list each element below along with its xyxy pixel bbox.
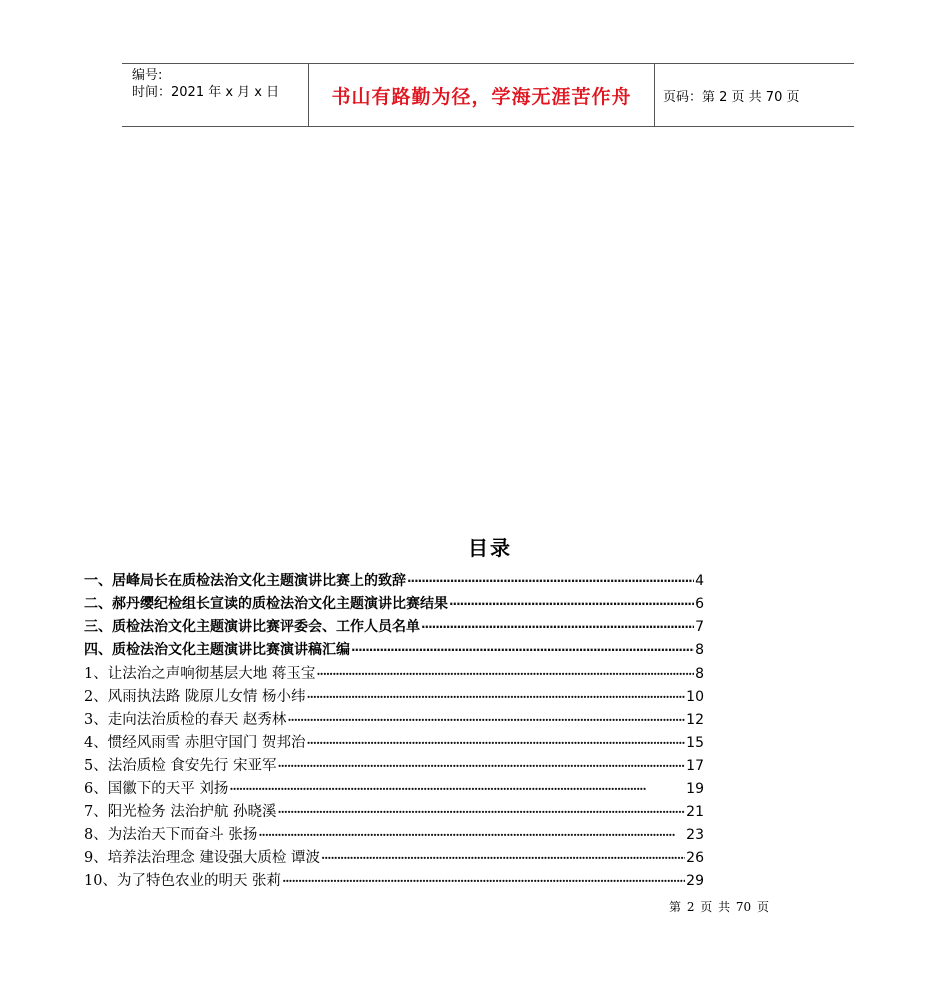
toc-entry-title: 9、培养法治理念 建设强大质检 谭波 (84, 850, 320, 866)
toc-leader-dots (277, 805, 685, 819)
toc-entry[interactable] (84, 800, 704, 823)
toc-title: 目录 (468, 536, 512, 560)
toc-entry-title: 一、居峰局长在质检法治文化主题演讲比赛上的致辞 (84, 573, 406, 589)
toc-entry[interactable] (84, 593, 704, 616)
page-header (122, 63, 854, 127)
toc-entry-page: 10 (686, 689, 704, 705)
toc-entry-page: 8 (695, 666, 704, 682)
toc-entry-page: 19 (686, 781, 704, 797)
header-divider (654, 64, 655, 126)
toc-entry-page: 6 (695, 596, 704, 612)
document-number-label: 编号: (132, 68, 163, 83)
toc-entry[interactable] (84, 869, 704, 892)
toc-entry-page: 4 (695, 573, 704, 589)
toc-entry-page: 7 (695, 619, 704, 635)
toc-entry-title: 3、走向法治质检的春天 赵秀林 (84, 712, 287, 728)
toc-entry[interactable] (84, 708, 704, 731)
toc-leader-dots (277, 759, 685, 773)
toc-leader-dots (258, 828, 685, 842)
toc-leader-dots (449, 597, 694, 611)
toc-entry-title: 4、惯经风雨雪 赤胆守国门 贺邦治 (84, 735, 306, 751)
page-footer: 第 2 页 共 70 页 (669, 900, 769, 914)
toc-entry-page: 23 (686, 827, 704, 843)
toc-leader-dots (316, 667, 694, 681)
toc-leader-dots (321, 851, 685, 865)
header-page-info: 页码：第 2 页 共 70 页 (663, 89, 800, 105)
toc-entry-page: 12 (686, 712, 704, 728)
toc-leader-dots (421, 620, 694, 634)
toc-entry-title: 7、阳光检务 法治护航 孙晓溪 (84, 804, 277, 820)
toc-leader-dots (351, 643, 694, 657)
toc-entry-page: 8 (695, 642, 704, 658)
toc-leader-dots (287, 713, 685, 727)
toc-entry[interactable] (84, 662, 704, 685)
toc-entry-title: 四、质检法治文化主题演讲比赛演讲稿汇编 (84, 642, 350, 658)
toc-entry-title: 5、法治质检 食安先行 宋亚军 (84, 758, 277, 774)
toc-entry-title: 6、国徽下的天平 刘扬 (84, 781, 229, 797)
toc-leader-dots (282, 874, 685, 888)
toc-entry-title: 10、为了特色农业的明天 张莉 (84, 873, 282, 889)
toc-entry-page: 15 (686, 735, 704, 751)
table-of-contents (84, 570, 704, 892)
toc-entry[interactable] (84, 639, 704, 662)
toc-leader-dots (306, 690, 685, 704)
toc-entry-page: 26 (686, 850, 704, 866)
document-date: 时间：2021 年 x 月 x 日 (132, 85, 280, 100)
toc-entry-title: 二、郝丹缨纪检组长宣读的质检法治文化主题演讲比赛结果 (84, 596, 448, 612)
toc-entry[interactable] (84, 823, 704, 846)
toc-entry[interactable] (84, 731, 704, 754)
toc-leader-dots (306, 736, 685, 750)
toc-entry[interactable] (84, 570, 704, 593)
toc-entry[interactable] (84, 846, 704, 869)
toc-entry-title: 三、质检法治文化主题演讲比赛评委会、工作人员名单 (84, 619, 420, 635)
toc-entry[interactable] (84, 616, 704, 639)
toc-entry-title: 1、让法治之声响彻基层大地 蒋玉宝 (84, 666, 316, 682)
toc-entry-title: 2、风雨执法路 陇原儿女情 杨小纬 (84, 689, 306, 705)
toc-entry[interactable] (84, 685, 704, 708)
toc-entry-page: 29 (686, 873, 704, 889)
toc-leader-dots (229, 782, 685, 796)
toc-leader-dots (407, 574, 694, 588)
toc-entry-title: 8、为法治天下而奋斗 张扬 (84, 827, 258, 843)
header-motto: 书山有路勤为径，学海无涯苦作舟 (331, 85, 632, 108)
toc-entry-page: 17 (686, 758, 704, 774)
header-meta (132, 67, 308, 101)
toc-entry[interactable] (84, 754, 704, 777)
toc-entry-page: 21 (686, 804, 704, 820)
toc-entry[interactable] (84, 777, 704, 800)
